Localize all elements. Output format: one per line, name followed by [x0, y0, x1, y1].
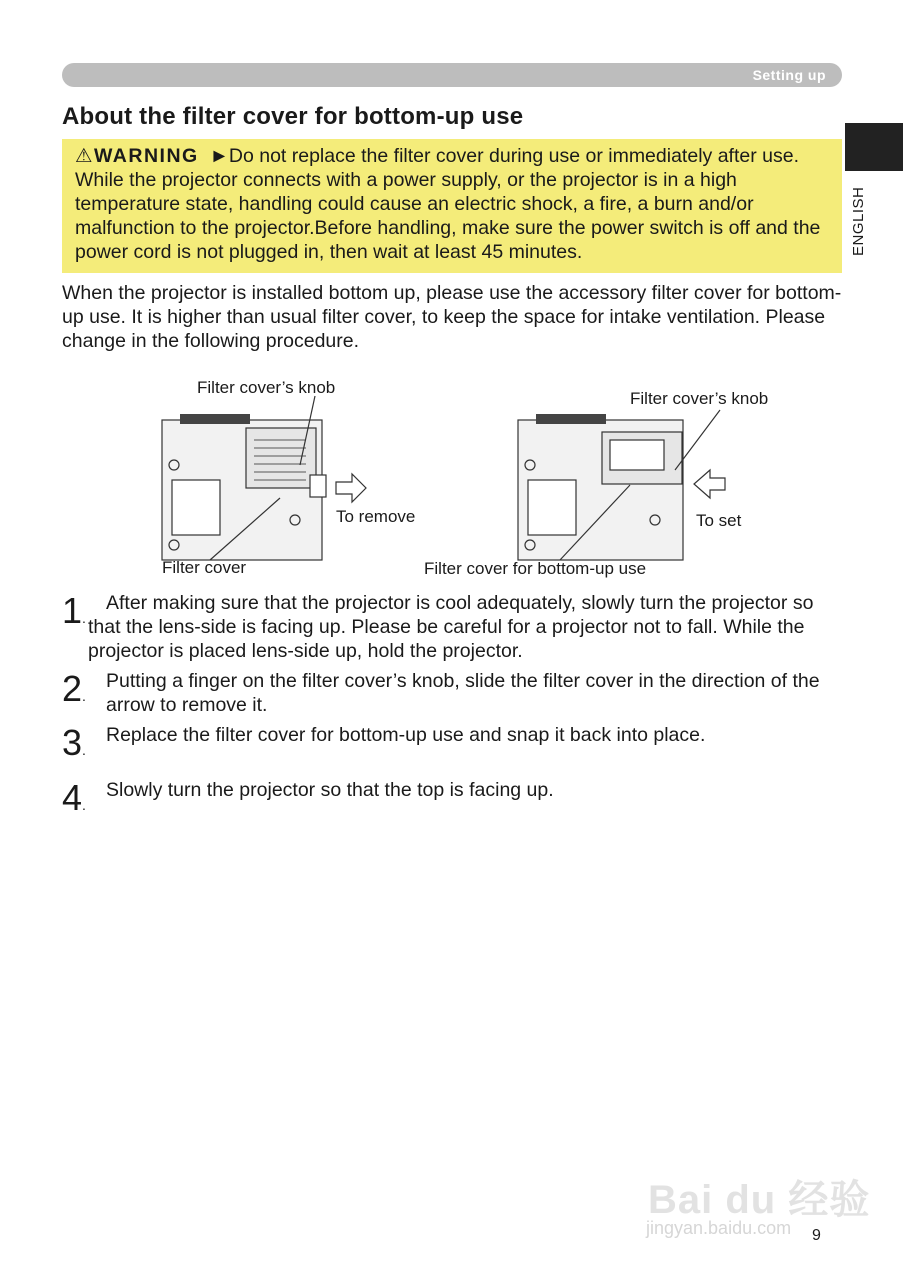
right-knob-label: Filter cover’s knob: [630, 389, 769, 408]
page-number: 9: [812, 1227, 821, 1244]
step-2-number: 2.: [62, 668, 86, 709]
to-remove-label: To remove: [336, 507, 416, 526]
left-knob-label: Filter cover’s knob: [197, 378, 336, 397]
filter-cover-label: Filter cover: [162, 558, 247, 577]
to-set-label: To set: [696, 511, 742, 530]
page-title: About the filter cover for bottom-up use: [62, 103, 524, 130]
warning-label: ⚠WARNING: [75, 145, 199, 167]
remove-arrow: [336, 474, 366, 502]
language-tab: [845, 123, 903, 171]
step-3-number: 3.: [62, 722, 86, 763]
step-1-number: 1.: [62, 590, 86, 631]
step-3-text: Replace the filter cover for bottom-up use and snap it back into place.: [106, 724, 706, 746]
set-arrow: [694, 470, 725, 498]
intro-paragraph: When the projector is installed bottom up, please use the accessory filter cover for bottom-up use. It is higher than usual filter cover, to keep the space for intake ventilation. Please change in the following procedure.: [62, 282, 842, 352]
step-2-text: Putting a finger on the filter cover’s knob, slide the filter cover in the direction of the arrow to remove it.: [106, 670, 820, 716]
step-4-number: 4.: [62, 777, 86, 818]
filter-cover-figure: [150, 370, 810, 590]
step-1-text: After making sure that the projector is cool adequately, slowly turn the projector so that the lens-side is facing up. Please be careful for a projector not to fall. While the projector is placed lens-side up, hold the projector.: [88, 592, 814, 662]
bottom-up-filter-label: Filter cover for bottom-up use: [424, 559, 647, 578]
step-4-text: Slowly turn the projector so that the top is facing up.: [106, 779, 554, 801]
section-title: Setting up: [752, 67, 826, 83]
section-header-bar: [62, 63, 842, 87]
watermark-url: jingyan.baidu.com: [646, 1218, 792, 1238]
warning-text: ►Do not replace the filter cover during use or immediately after use. While the projector connects with a power supply, or the projector is in a high temperature state, handling could cause an electric shock, a fire, a burn and/or malfunction to the projector.Before handling, make sure the power switch is off and the power cord is not plugged in, then wait at least 45 minutes.: [75, 145, 821, 263]
warning-box: [62, 139, 842, 273]
language-label: ENGLISH: [850, 186, 867, 256]
watermark-brand: Bai du 经验: [648, 1178, 871, 1222]
